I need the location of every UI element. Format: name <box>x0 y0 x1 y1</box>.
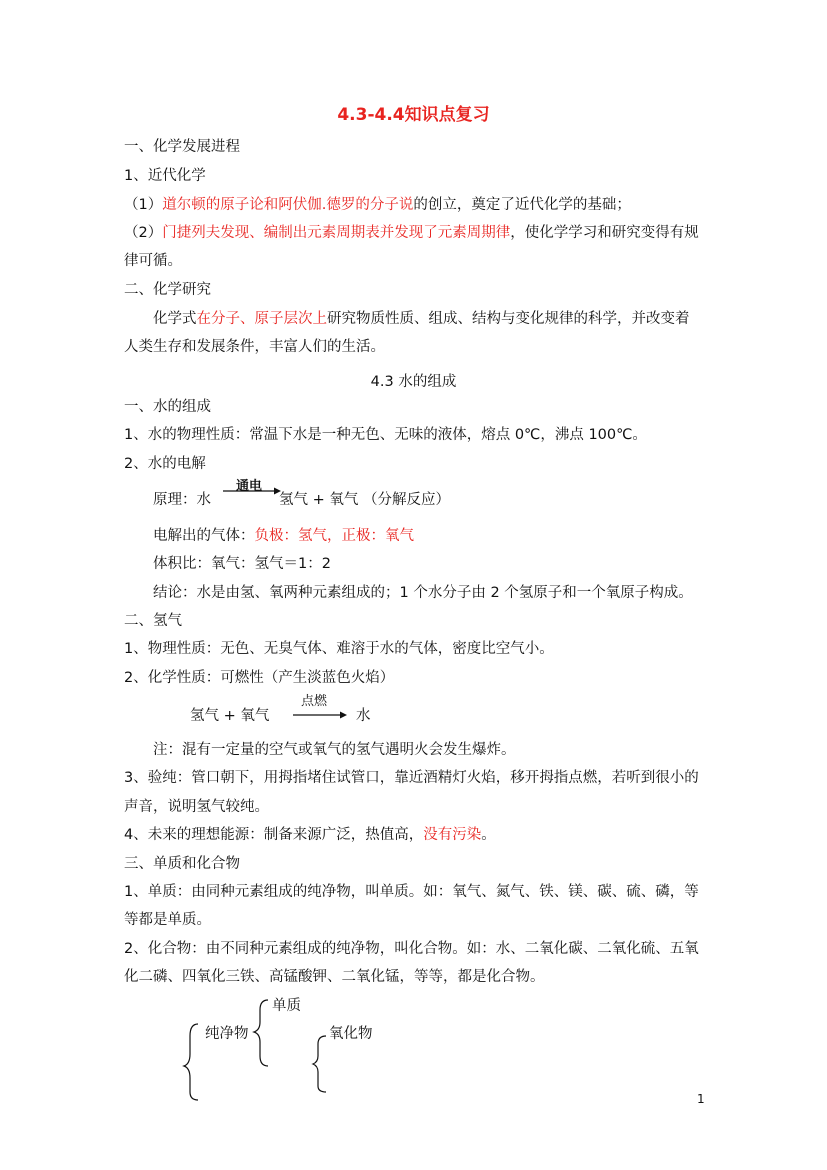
compound-definition-line2: 化二磷、四氧化三铁、高锰酸钾、二氧化锰，等等，都是化合物。 <box>124 969 545 985</box>
water-physical-properties: 1、水的物理性质：常温下水是一种无色、无味的液体，熔点 0℃，沸点 100℃。 <box>124 427 647 443</box>
item-mendeleev-prefix: （2） <box>124 225 163 241</box>
hydrogen-explosion-note: 注：混有一定量的空气或氧气的氢气遇明火会发生爆炸。 <box>153 742 516 758</box>
hydrogen-physical-properties: 1、物理性质：无色、无臭气体、难溶于水的气体，密度比空气小。 <box>124 641 554 657</box>
subheading-modern-chemistry: 1、近代化学 <box>124 168 206 184</box>
item-mendeleev-rest: ，使化学学习和研究变得有规 <box>510 225 699 241</box>
diagram-pure-substance: 纯净物 <box>205 1026 249 1042</box>
combustion-reactants: 氢气 + 氧气 <box>190 708 270 724</box>
electrolysis-gases <box>153 526 414 546</box>
heading-hydrogen: 二、氢气 <box>124 613 182 629</box>
combustion-arrow-icon <box>292 710 348 720</box>
ideal-energy-end: 。 <box>481 827 496 843</box>
section-heading-development: 一、化学发展进程 <box>124 139 240 155</box>
section-heading-research: 二、化学研究 <box>124 282 211 298</box>
item-mendeleev-line2: 律可循。 <box>124 253 182 269</box>
page-number: 1 <box>697 1092 705 1106</box>
electrolysis-products: 氢气 + 氧气 （分解反应） <box>279 492 450 508</box>
volume-ratio: 体积比：氧气：氢气＝1：2 <box>153 556 331 572</box>
hydrogen-chemical-properties: 2、化学性质：可燃性（产生淡蓝色火焰） <box>124 670 395 686</box>
item-dalton-highlight: 道尔顿的原子论和阿伏伽.德罗的分子说 <box>162 197 414 213</box>
brace-pure-substance-icon <box>254 1000 268 1066</box>
item-mendeleev-highlight: 门捷列夫发现、编制出元素周期表并发现了元素周期律 <box>162 225 511 241</box>
document-title: 4.3-4.4知识点复习 <box>337 105 490 125</box>
electrolysis-gases-prefix: 电解出的气体： <box>153 528 255 544</box>
simple-substance-definition: 1、单质：由同种元素组成的纯净物，叫单质。如：氧气、氮气、铁、镁、碳、硫、磷，等 <box>124 884 699 900</box>
research-highlight: 在分子、原子层次上 <box>196 311 327 327</box>
item-dalton-prefix: （1） <box>124 197 163 213</box>
subtitle-water: 4.3 水的组成 <box>370 374 457 390</box>
simple-substance-definition-line2: 等都是单质。 <box>124 912 211 928</box>
research-paragraph-line2: 人类生存和发展条件，丰富人们的生活。 <box>124 339 385 355</box>
item-mendeleev <box>124 223 699 243</box>
ideal-energy-highlight: 没有污染 <box>423 827 482 843</box>
water-conclusion: 结论：水是由氢、氧两种元素组成的；1 个水分子由 2 个氢原子和一个氧原子构成。 <box>153 585 693 601</box>
research-prefix: 化学式 <box>153 311 197 327</box>
reaction-arrow-icon <box>222 486 282 496</box>
combustion-product: 水 <box>356 708 371 724</box>
heading-water-composition: 一、水的组成 <box>124 399 211 415</box>
electrolysis-principle-label: 原理：水 <box>153 492 211 508</box>
ideal-energy-prefix: 4、未来的理想能源：制备来源广泛，热值高， <box>124 827 424 843</box>
research-paragraph <box>153 309 690 329</box>
hydrogen-purity-test-line2: 声音，说明氢气较纯。 <box>124 799 269 815</box>
brace-substance-icon <box>184 1024 198 1100</box>
diagram-simple-substance: 单质 <box>272 998 301 1014</box>
electrolysis-arrow-label: 通电 <box>236 479 263 494</box>
classification-braces <box>180 996 340 1106</box>
heading-substances: 三、单质和化合物 <box>124 856 240 872</box>
compound-definition: 2、化合物：由不同种元素组成的纯净物，叫化合物。如：水、二氧化碳、二氧化硫、五氧 <box>124 941 699 957</box>
item-dalton <box>124 195 631 215</box>
item-dalton-rest: 的创立，奠定了近代化学的基础； <box>413 197 631 213</box>
water-electrolysis-heading: 2、水的电解 <box>124 456 206 472</box>
diagram-oxide: 氧化物 <box>329 1026 373 1042</box>
brace-compound-icon <box>313 1036 326 1092</box>
combustion-arrow-label: 点燃 <box>301 694 328 709</box>
electrolysis-gases-highlight: 负极：氢气，正极：氧气 <box>254 528 414 544</box>
hydrogen-purity-test: 3、验纯：管口朝下，用拇指堵住试管口，靠近酒精灯火焰，移开拇指点燃，若听到很小的 <box>124 770 699 786</box>
hydrogen-ideal-energy <box>124 825 496 845</box>
research-rest: 研究物质性质、组成、结构与变化规律的科学，并改变着 <box>327 311 690 327</box>
